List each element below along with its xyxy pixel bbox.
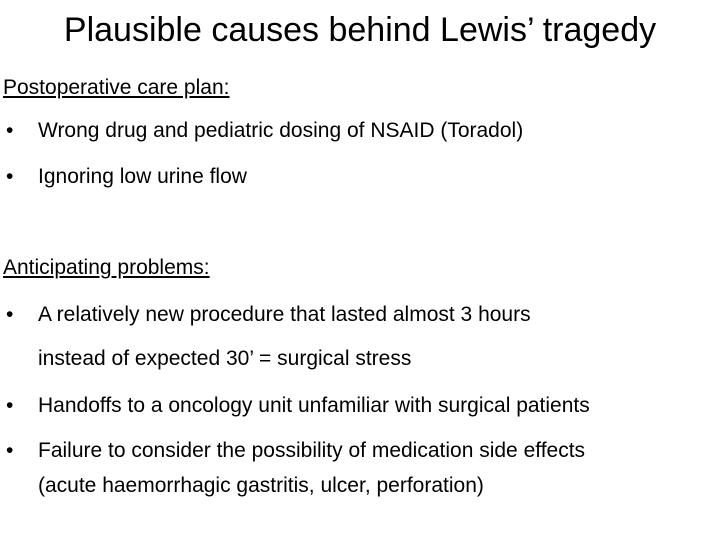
bullet-text: Handoffs to a oncology unit unfamiliar with surgical patients: [38, 394, 590, 417]
bullet-icon: •: [6, 165, 14, 188]
section-heading-anticipating-problems: Anticipating problems:: [3, 256, 210, 279]
bullet-text: A relatively new procedure that lasted almost 3 hours: [38, 303, 531, 326]
section-heading-postoperative-care: Postoperative care plan:: [3, 76, 230, 99]
bullet-icon: •: [6, 394, 14, 417]
bullet-continuation-text: (acute haemorrhagic gastritis, ulcer, perforation): [38, 474, 484, 497]
bullet-text: Ignoring low urine flow: [38, 165, 247, 188]
bullet-continuation-text: instead of expected 30’ = surgical stress: [38, 347, 412, 370]
slide-title: Plausible causes behind Lewis’ tragedy: [63, 11, 657, 49]
bullet-text: Failure to consider the possibility of medication side effects: [38, 439, 586, 462]
bullet-icon: •: [6, 119, 14, 142]
bullet-text: Wrong drug and pediatric dosing of NSAID (Toradol): [38, 119, 524, 142]
bullet-icon: •: [6, 303, 14, 326]
bullet-icon: •: [6, 439, 14, 462]
